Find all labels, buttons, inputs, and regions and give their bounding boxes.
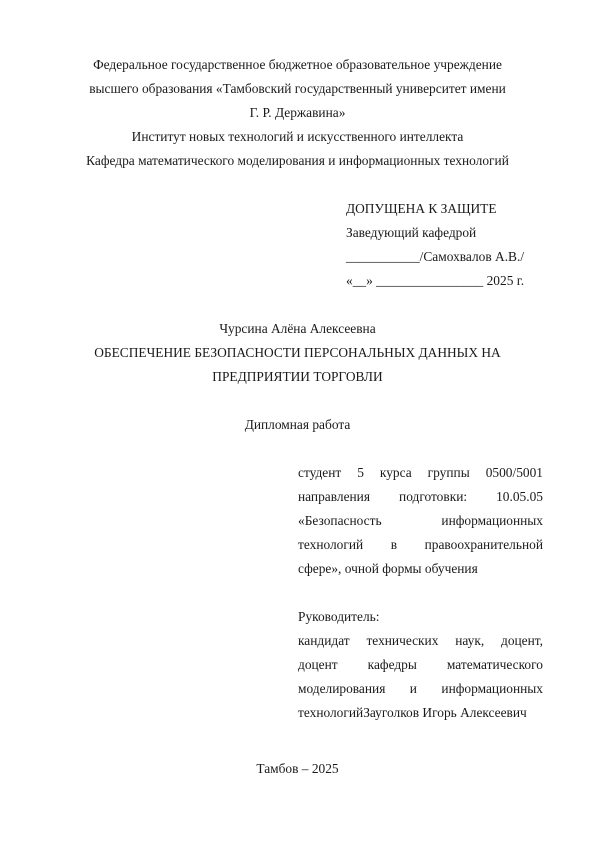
supervisor-word: кандидат: [298, 633, 350, 648]
header-organization-line-2: высшего образования «Тамбовский государственный университет имени: [89, 81, 506, 96]
supervisor-label: Руководитель:: [298, 609, 380, 624]
supervisor-word: доцент,: [501, 633, 543, 648]
supervisor-word: моделирования: [298, 681, 386, 696]
supervisor-label-line: [298, 609, 543, 625]
header-organization-line-3: Г. Р. Державина»: [249, 105, 346, 120]
supervisor-line-1: [298, 633, 543, 649]
student-info-line-2: [298, 489, 543, 505]
student-info-text: сфере», очной формы обучения: [298, 561, 478, 576]
supervisor-line-3: [298, 681, 543, 697]
student-info-line-5: [298, 561, 543, 577]
student-info-word: информационных: [441, 513, 543, 528]
supervisor-word: математического: [446, 657, 543, 672]
student-info-word: группы: [427, 465, 470, 480]
work-type: Дипломная работа: [244, 417, 351, 432]
supervisor-word: технических: [366, 633, 439, 648]
student-info-word: в: [390, 537, 398, 552]
header-department: Кафедра математического моделирования и информационных технологий: [86, 153, 509, 168]
author-name: Чурсина Алёна Алексеевна: [219, 321, 376, 336]
student-info-line-3: [298, 513, 543, 529]
header-organization-line-1: Федеральное государственное бюджетное образовательное учреждение: [93, 57, 502, 72]
supervisor-line-2: [298, 657, 543, 673]
student-info-word: правоохранительной: [424, 537, 543, 552]
approval-date: «__» ________________ 2025 г.: [346, 273, 525, 288]
header-institute: Институт новых технологий и искусственного интеллекта: [131, 129, 464, 144]
student-info-word: студент: [298, 465, 342, 480]
supervisor-word: наук,: [455, 633, 485, 648]
supervisor-line-4: [298, 705, 543, 721]
supervisor-name: технологийЗауголков Игорь Алексеевич: [298, 705, 527, 720]
supervisor-word: информационных: [441, 681, 543, 696]
supervisor-word: кафедры: [367, 657, 417, 672]
student-info-word: 10.05.05: [496, 489, 543, 504]
student-info-line-4: [298, 537, 543, 553]
approval-signature: ___________/Самохвалов А.В./: [346, 249, 525, 264]
work-title-line-2: ПРЕДПРИЯТИИ ТОРГОВЛИ: [212, 369, 383, 384]
approval-position: Заведующий кафедрой: [346, 225, 477, 240]
work-title-line-1: ОБЕСПЕЧЕНИЕ БЕЗОПАСНОСТИ ПЕРСОНАЛЬНЫХ ДАННЫХ НА: [94, 345, 501, 360]
student-info-word: 0500/5001: [485, 465, 543, 480]
student-info-word: курса: [379, 465, 412, 480]
supervisor-word: доцент: [298, 657, 338, 672]
supervisor-word: и: [409, 681, 417, 696]
student-info-word: направления: [298, 489, 371, 504]
student-info-line-1: [298, 465, 543, 481]
student-info-word: 5: [357, 465, 364, 480]
approval-title: ДОПУЩЕНА К ЗАЩИТЕ: [346, 201, 497, 216]
footer-city-year: Тамбов – 2025: [256, 761, 339, 776]
student-info-word: технологий: [298, 537, 364, 552]
student-info-word: подготовки:: [399, 489, 468, 504]
student-info-word: «Безопасность: [298, 513, 382, 528]
